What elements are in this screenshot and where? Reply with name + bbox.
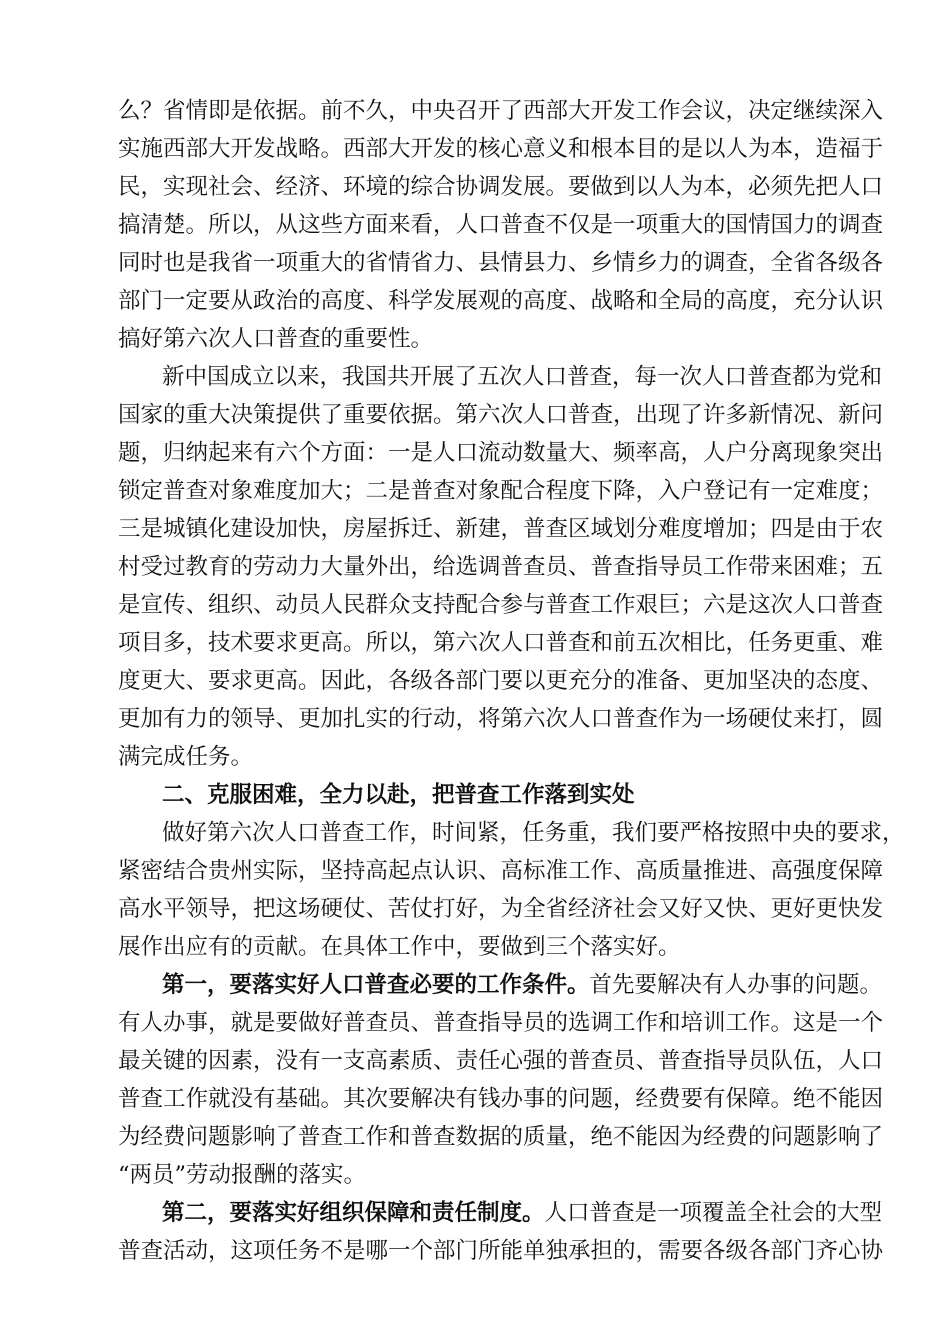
text-line: 紧密结合贵州实际，坚持高起点认识、高标准工作、高质量推进、高强度保障 (118, 858, 884, 884)
text-line: 同时也是我省一项重大的省情省力、县情县力、乡情乡力的调查，全省各级各 (118, 250, 884, 276)
paragraph-first-line: 新中国成立以来，我国共开展了五次人口普查，每一次人口普查都为党和 (162, 364, 883, 390)
text-line: 普查工作就没有基础。其次要解决有钱办事的问题，经费要有保障。绝不能因 (118, 1086, 884, 1112)
text-line: 三是城镇化建设加快，房屋拆迁、新建，普查区域划分难度增加；四是由于农 (118, 516, 884, 542)
subheading-lead: 第一，要落实好人口普查必要的工作条件。 (162, 972, 590, 998)
text-run: 人口普查是一项覆盖全社会的大型 (544, 1200, 883, 1226)
text-run: 首先要解决有人办事的问题。 (589, 972, 883, 998)
text-line: 满完成任务。 (118, 744, 254, 770)
text-line: 项目多，技术要求更高。所以，第六次人口普查和前五次相比，任务更重、难 (118, 630, 884, 656)
text-line: 最关键的因素，没有一支高素质、责任心强的普查员、普查指导员队伍，人口 (118, 1048, 884, 1074)
subheading-lead: 第二，要落实好组织保障和责任制度。 (162, 1200, 545, 1226)
text-line: 村受过教育的劳动力大量外出，给选调普查员、普查指导员工作带来困难；五 (118, 554, 884, 580)
text-line: 搞好第六次人口普查的重要性。 (118, 326, 434, 352)
paragraph-first-line: 做好第六次人口普查工作，时间紧，任务重，我们要严格按照中央的要求， (162, 820, 905, 846)
text-line: 么？省情即是依据。前不久，中央召开了西部大开发工作会议，决定继续深入 (118, 98, 884, 124)
paragraph-first-line (162, 968, 883, 1002)
text-line: 实施西部大开发战略。西部大开发的核心意义和根本目的是以人为本，造福于 (118, 136, 884, 162)
text-line: 是宣传、组织、动员人民群众支持配合参与普查工作艰巨；六是这次人口普查 (118, 592, 884, 618)
text-line: 有人办事，就是要做好普查员、普查指导员的选调工作和培训工作。这是一个 (118, 1010, 884, 1036)
paragraph-first-line (162, 1196, 883, 1230)
text-line: “两员”劳动报酬的落实。 (118, 1162, 367, 1188)
text-line: 更加有力的领导、更加扎实的行动，将第六次人口普查作为一场硬仗来打，圆 (118, 706, 884, 732)
text-line: 锁定普查对象难度加大；二是普查对象配合程度下降，入户登记有一定难度； (118, 478, 884, 504)
text-line: 普查活动，这项任务不是哪一个部门所能单独承担的，需要各级各部门齐心协 (118, 1238, 884, 1264)
text-line: 搞清楚。所以，从这些方面来看，人口普查不仅是一项重大的国情国力的调查 (118, 212, 884, 238)
text-line: 高水平领导，把这场硬仗、苦仗打好，为全省经济社会又好又快、更好更快发 (118, 896, 884, 922)
text-line: 国家的重大决策提供了重要依据。第六次人口普查，出现了许多新情况、新问 (118, 402, 884, 428)
text-line: 部门一定要从政治的高度、科学发展观的高度、战略和全局的高度，充分认识 (118, 288, 884, 314)
text-line: 民，实现社会、经济、环境的综合协调发展。要做到以人为本，必须先把人口 (118, 174, 884, 200)
text-line: 题，归纳起来有六个方面：一是人口流动数量大、频率高，人户分离现象突出 (118, 440, 884, 466)
text-line: 为经费问题影响了普查工作和普查数据的质量，绝不能因为经费的问题影响了 (118, 1124, 884, 1150)
section-heading: 二、克服困难，全力以赴，把普查工作落到实处 (162, 782, 635, 808)
text-line: 度更大、要求更高。因此，各级各部门要以更充分的准备、更加坚决的态度、 (118, 668, 884, 694)
text-line: 展作出应有的贡献。在具体工作中，要做到三个落实好。 (118, 934, 681, 960)
